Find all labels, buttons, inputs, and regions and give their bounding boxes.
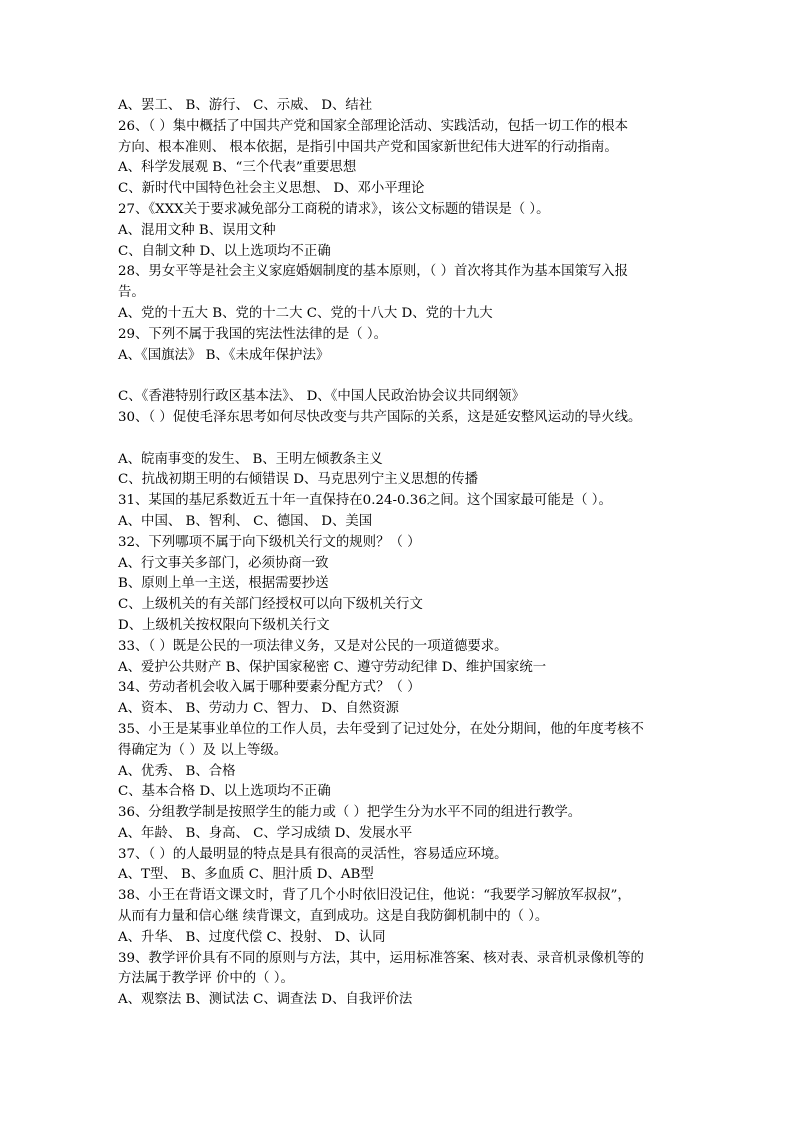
question-38-stem-cont: 从而有力量和信心继 续背课文，直到成功。这是自我防御机制中的（ ）。 [118,909,549,925]
question-33-stem: 33、（ ）既是公民的一项法律义务，又是对公民的一项道德要求。 [118,638,508,654]
question-28-stem: 28、男女平等是社会主义家庭婚姻制度的基本原则，（ ）首次将其作为基本国策写入报 [118,264,629,280]
question-27-options-cd: C、自制文种 D、以上选项均不正确 [118,243,331,259]
question-32-stem: 32、下列哪项不属于向下级机关行文的规则？（ ） [118,534,421,550]
question-28-stem-cont: 告。 [118,285,145,301]
question-26-options-cd: C、新时代中国特色社会主义思想、 D、邓小平理论 [118,181,425,197]
question-35-stem: 35、小王是某事业单位的工作人员，去年受到了记过处分，在处分期间，他的年度考核不 [118,721,644,737]
question-39-options: A、观察法 B、测试法 C、调查法 D、自我评价法 [118,992,413,1008]
question-37-options: A、T型、 B、多血质 C、胆汁质 D、AB型 [118,867,374,883]
question-26-stem-cont: 方向、根本准则、 根本依据，是指引中国共产党和国家新世纪伟大进军的行动指南。 [118,139,618,155]
question-29-options-ab: A、《国旗法》 B、《未成年保护法》 [118,347,330,363]
answer-options-25: A、罢工、 B、游行、 C、示威、 D、结社 [118,98,373,113]
question-26-options-ab: A、科学发展观 B、“三个代表”重要思想 [118,160,357,176]
question-29-stem: 29、下列不属于我国的宪法性法律的是（ ）。 [118,326,388,342]
question-35-options-cd: C、基本合格 D、以上选项均不正确 [118,784,331,800]
question-30-options-ab: A、皖南事变的发生、 B、王明左倾教条主义 [118,451,383,467]
question-32-option-b: B、原则上单一主送，根据需要抄送 [118,576,329,592]
question-28-options: A、党的十五大 B、党的十二大 C、党的十八大 D、党的十九大 [118,305,493,321]
question-34-stem: 34、劳动者机会收入属于哪种要素分配方式？（ ） [118,680,421,696]
question-30-stem: 30、（ ）促使毛泽东思考如何尽快改变与共产国际的关系，这是延安整风运动的导火线。 [118,409,642,425]
question-32-option-c: C、上级机关的有关部门经授权可以向下级机关行文 [118,597,423,613]
question-36-stem: 36、分组教学制是按照学生的能力或（ ）把学生分为水平不同的组进行教学。 [118,805,582,821]
question-32-option-a: A、行文事关多部门，必须协商一致 [118,555,329,571]
question-35-stem-cont: 得确定为（ ）及 以上等级。 [118,742,288,758]
question-26-stem: 26、（ ）集中概括了中国共产党和国家全部理论活动、实践活动，包括一切工作的根本 [118,118,629,134]
question-35-options-ab: A、优秀、 B、合格 [118,763,236,779]
question-30-options-cd: C、抗战初期王明的右倾错误 D、马克思列宁主义思想的传播 [118,472,479,488]
blank-line [118,429,688,450]
question-33-options: A、爱护公共财产 B、保护国家秘密 C、遵守劳动纪律 D、维护国家统一 [118,659,547,675]
question-34-options: A、资本、 B、劳动力 C、智力、 D、自然资源 [118,701,399,717]
question-text-block [118,96,688,1011]
question-29-options-cd: C、《香港特别行政区基本法》、 D、《中国人民政治协会议共同纲领》 [118,389,525,405]
blank-line [118,366,688,387]
question-31-options: A、中国、 B、智利、 C、德国、 D、美国 [118,513,373,529]
question-38-stem: 38、小王在背语文课文时，背了几个小时依旧没记住，他说：“我要学习解放军叔叔”， [118,888,631,904]
question-27-stem: 27、《XXX关于要求减免部分工商税的请求》，该公文标题的错误是（ ）。 [118,201,550,217]
question-39-stem-cont: 方法属于教学评 价中的（ ）。 [118,971,294,987]
question-32-option-d: D、上级机关按权限向下级机关行文 [118,617,330,633]
question-37-stem: 37、（ ）的人最明显的特点是具有很高的灵活性，容易适应环境。 [118,846,508,862]
question-27-options-ab: A、混用文种 B、误用文种 [118,222,276,238]
question-38-options: A、升华、 B、过度代偿 C、投射、 D、认同 [118,929,386,945]
question-39-stem: 39、教学评价具有不同的原则与方法，其中，运用标准答案、核对表、录音机录像机等的 [118,950,644,966]
question-36-options: A、年龄、 B、身高、 C、学习成绩 D、发展水平 [118,825,413,841]
question-31-stem: 31、某国的基尼系数近五十年一直保持在0.24-0.36之间。这个国家最可能是（ ）。 [118,493,612,509]
